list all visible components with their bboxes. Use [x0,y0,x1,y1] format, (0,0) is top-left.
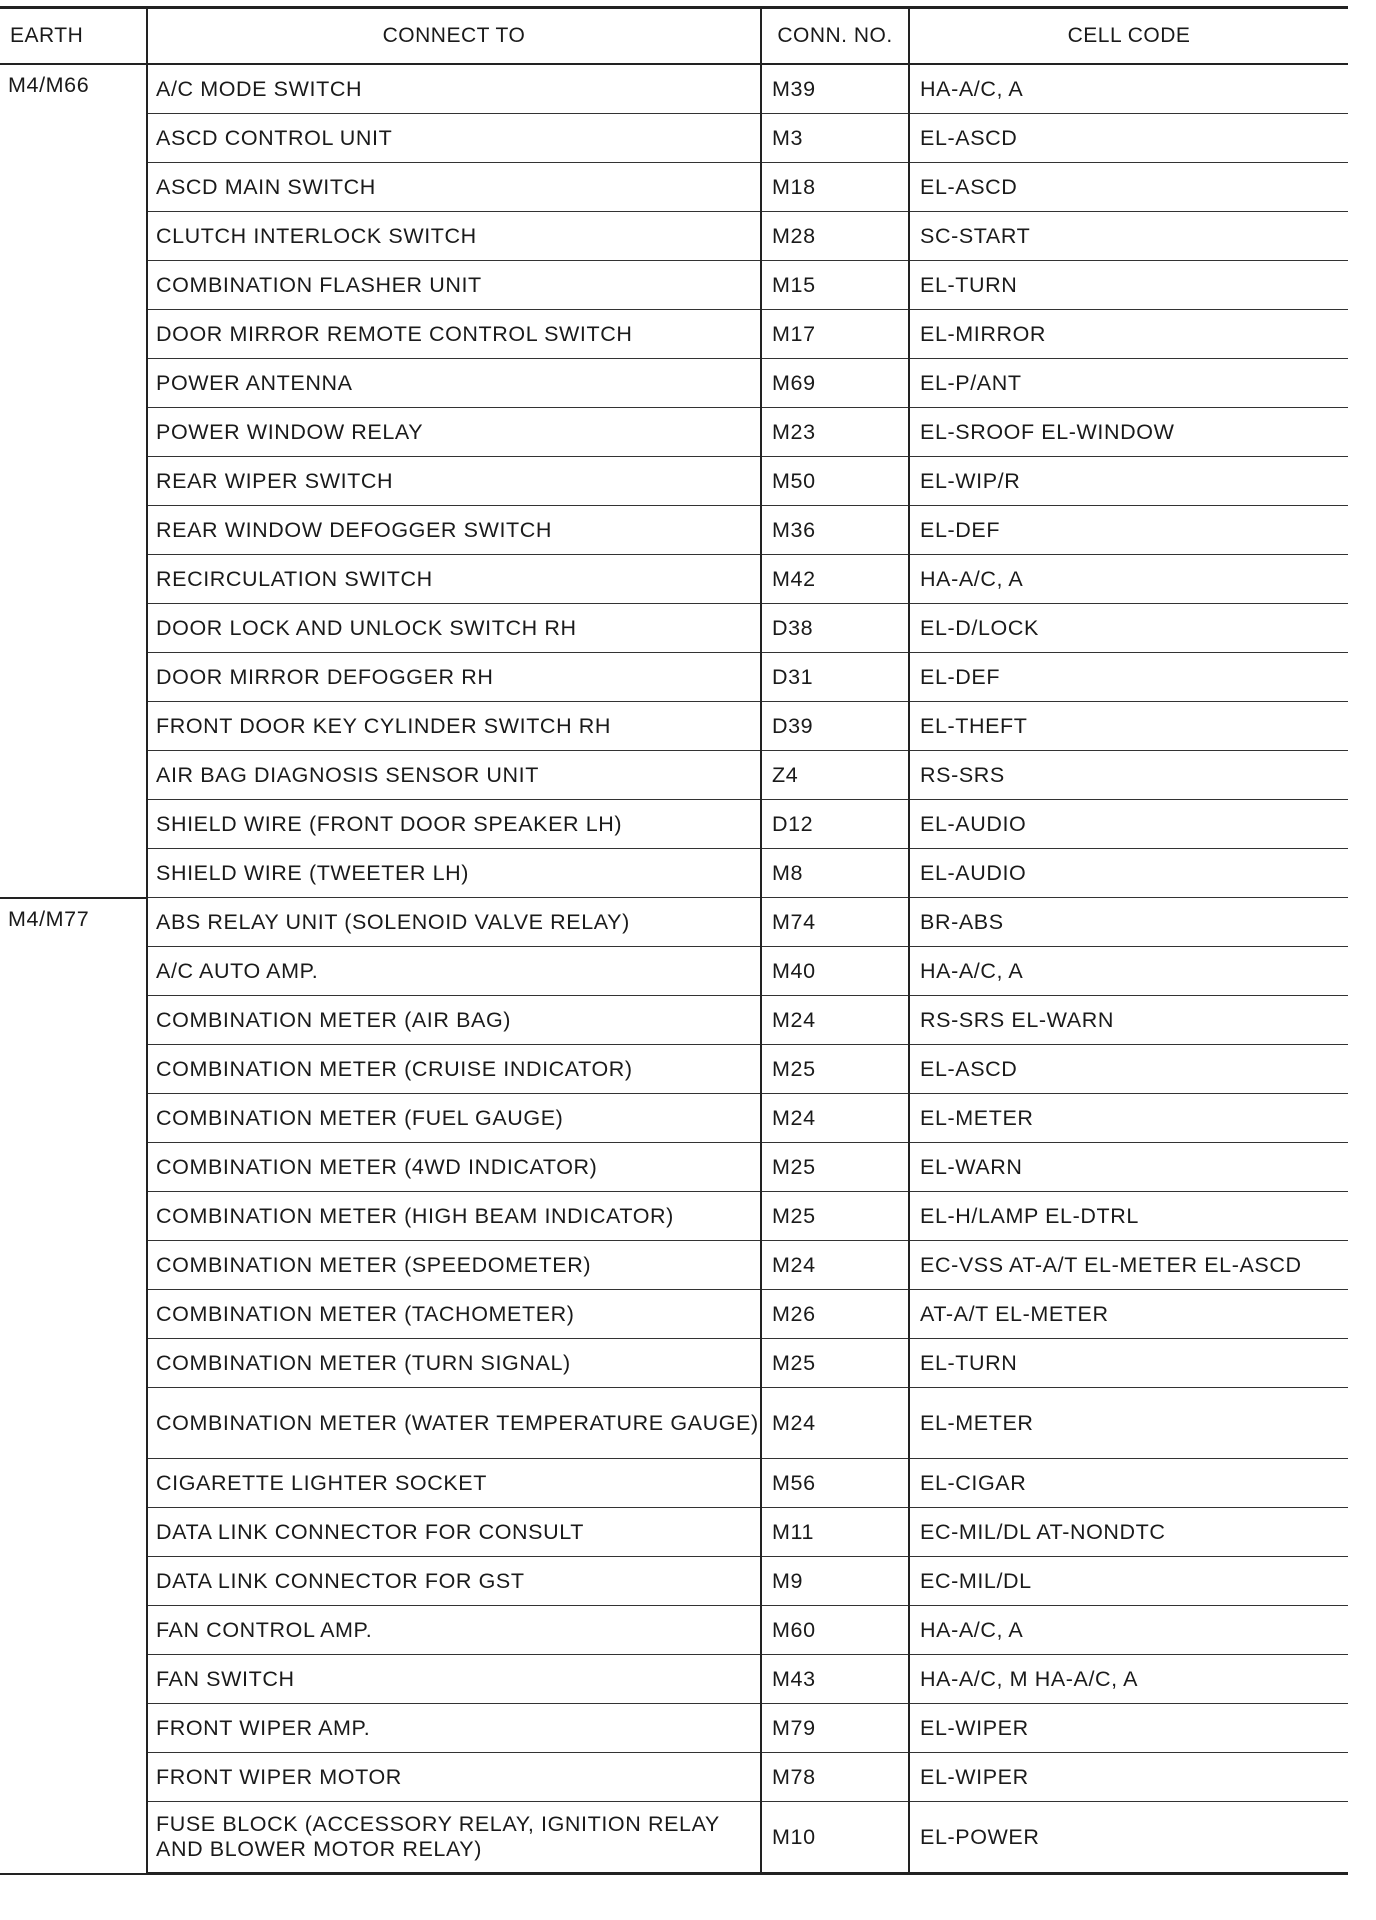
header-earth: EARTH [0,8,147,65]
cell-code-cell: EL-METER [909,1094,1348,1143]
table-row [0,1655,1348,1704]
connect-to-cell: CIGARETTE LIGHTER SOCKET [147,1459,761,1508]
cell-code-cell: EL-ASCD [909,163,1348,212]
connect-to-cell: DOOR LOCK AND UNLOCK SWITCH RH [147,604,761,653]
table-row [0,1094,1348,1143]
connect-to-cell: RECIRCULATION SWITCH [147,555,761,604]
conn-no-cell: M43 [761,1655,909,1704]
connect-to-cell: COMBINATION METER (TURN SIGNAL) [147,1339,761,1388]
connect-to-cell: COMBINATION METER (WATER TEMPERATURE GAUGE) [147,1388,761,1459]
table-row [0,408,1348,457]
table-row [0,1606,1348,1655]
connect-to-cell: A/C AUTO AMP. [147,947,761,996]
cell-code-cell: SC-START [909,212,1348,261]
conn-no-cell: D12 [761,800,909,849]
cell-code-cell: EL-P/ANT [909,359,1348,408]
conn-no-cell: D38 [761,604,909,653]
cell-code-cell: EL-TURN [909,261,1348,310]
connect-to-cell: COMBINATION FLASHER UNIT [147,261,761,310]
cell-code-cell: EL-ASCD [909,114,1348,163]
cell-code-cell: AT-A/T EL-METER [909,1290,1348,1339]
cell-code-cell: RS-SRS EL-WARN [909,996,1348,1045]
cell-code-cell: HA-A/C, M HA-A/C, A [909,1655,1348,1704]
connect-to-cell: CLUTCH INTERLOCK SWITCH [147,212,761,261]
conn-no-cell: M10 [761,1802,909,1874]
table-row [0,604,1348,653]
header-connect-to: CONNECT TO [147,8,761,65]
table-row [0,800,1348,849]
table-row [0,1459,1348,1508]
connect-to-cell: DOOR MIRROR DEFOGGER RH [147,653,761,702]
earth-connector-table [0,6,1348,1875]
conn-no-cell: M17 [761,310,909,359]
table-row [0,1753,1348,1802]
connect-to-cell: AIR BAG DIAGNOSIS SENSOR UNIT [147,751,761,800]
table-row [0,1045,1348,1094]
cell-code-cell: HA-A/C, A [909,1606,1348,1655]
cell-code-cell: EL-AUDIO [909,849,1348,898]
connect-to-cell: FRONT WIPER AMP. [147,1704,761,1753]
table-row [0,849,1348,898]
table-row [0,163,1348,212]
connect-to-cell: ABS RELAY UNIT (SOLENOID VALVE RELAY) [147,898,761,947]
table-row [0,653,1348,702]
connect-to-cell: ASCD CONTROL UNIT [147,114,761,163]
cell-code-cell: EC-VSS AT-A/T EL-METER EL-ASCD [909,1241,1348,1290]
conn-no-cell: M40 [761,947,909,996]
earth-point-cell: M4/M77 [0,898,147,1874]
cell-code-cell: EL-ASCD [909,1045,1348,1094]
connect-to-cell: SHIELD WIRE (TWEETER LH) [147,849,761,898]
table-row [0,114,1348,163]
connect-to-cell: REAR WIPER SWITCH [147,457,761,506]
table-row [0,996,1348,1045]
table-row [0,1508,1348,1557]
conn-no-cell: M24 [761,1241,909,1290]
connect-to-cell: COMBINATION METER (SPEEDOMETER) [147,1241,761,1290]
earth-point-cell: M4/M66 [0,64,147,898]
cell-code-cell: EL-WIPER [909,1753,1348,1802]
conn-no-cell: M25 [761,1045,909,1094]
conn-no-cell: M9 [761,1557,909,1606]
table-row [0,310,1348,359]
cell-code-cell: RS-SRS [909,751,1348,800]
conn-no-cell: Z4 [761,751,909,800]
cell-code-cell: EL-MIRROR [909,310,1348,359]
table-row [0,506,1348,555]
connect-to-cell: POWER WINDOW RELAY [147,408,761,457]
conn-no-cell: M28 [761,212,909,261]
cell-code-cell: EL-WIP/R [909,457,1348,506]
connect-to-cell: COMBINATION METER (TACHOMETER) [147,1290,761,1339]
conn-no-cell: M23 [761,408,909,457]
connect-to-cell: POWER ANTENNA [147,359,761,408]
table-row [0,1192,1348,1241]
table-row [0,555,1348,604]
conn-no-cell: M56 [761,1459,909,1508]
cell-code-cell: EL-POWER [909,1802,1348,1874]
table-row [0,1290,1348,1339]
cell-code-cell: HA-A/C, A [909,947,1348,996]
connect-to-cell: FRONT WIPER MOTOR [147,1753,761,1802]
conn-no-cell: M69 [761,359,909,408]
table-row [0,359,1348,408]
table-row [0,64,1348,114]
cell-code-cell: EL-WIPER [909,1704,1348,1753]
connect-to-cell: FRONT DOOR KEY CYLINDER SWITCH RH [147,702,761,751]
conn-no-cell: M25 [761,1339,909,1388]
connect-to-cell: COMBINATION METER (CRUISE INDICATOR) [147,1045,761,1094]
conn-no-cell: M60 [761,1606,909,1655]
conn-no-cell: M8 [761,849,909,898]
connect-to-cell: A/C MODE SWITCH [147,64,761,114]
conn-no-cell: D39 [761,702,909,751]
conn-no-cell: M74 [761,898,909,947]
conn-no-cell: M11 [761,1508,909,1557]
cell-code-cell: EC-MIL/DL AT-NONDTC [909,1508,1348,1557]
cell-code-cell: EL-D/LOCK [909,604,1348,653]
table-header [0,8,1348,65]
earth-connector-table-wrapper [0,6,1348,1875]
conn-no-cell: M26 [761,1290,909,1339]
connect-to-cell: FUSE BLOCK (ACCESSORY RELAY, IGNITION RELAY AND BLOWER MOTOR RELAY) [147,1802,761,1874]
conn-no-cell: M24 [761,1388,909,1459]
conn-no-cell: M78 [761,1753,909,1802]
header-row [0,8,1348,65]
conn-no-cell: M24 [761,996,909,1045]
connect-to-cell: FAN SWITCH [147,1655,761,1704]
cell-code-cell: EL-THEFT [909,702,1348,751]
conn-no-cell: M79 [761,1704,909,1753]
table-row [0,898,1348,947]
cell-code-cell: HA-A/C, A [909,64,1348,114]
connect-to-cell: ASCD MAIN SWITCH [147,163,761,212]
table-row [0,947,1348,996]
table-row [0,1339,1348,1388]
connect-to-cell: REAR WINDOW DEFOGGER SWITCH [147,506,761,555]
conn-no-cell: D31 [761,653,909,702]
cell-code-cell: HA-A/C, A [909,555,1348,604]
table-row [0,751,1348,800]
conn-no-cell: M15 [761,261,909,310]
conn-no-cell: M18 [761,163,909,212]
header-conn-no: CONN. NO. [761,8,909,65]
cell-code-cell: EL-H/LAMP EL-DTRL [909,1192,1348,1241]
table-body [0,64,1348,1874]
cell-code-cell: EL-METER [909,1388,1348,1459]
table-row [0,1388,1348,1459]
conn-no-cell: M42 [761,555,909,604]
conn-no-cell: M25 [761,1143,909,1192]
table-row [0,1704,1348,1753]
table-row [0,457,1348,506]
table-row [0,1143,1348,1192]
table-row [0,212,1348,261]
cell-code-cell: EL-TURN [909,1339,1348,1388]
connect-to-cell: DOOR MIRROR REMOTE CONTROL SWITCH [147,310,761,359]
cell-code-cell: EL-DEF [909,653,1348,702]
conn-no-cell: M24 [761,1094,909,1143]
cell-code-cell: EL-AUDIO [909,800,1348,849]
connect-to-cell: COMBINATION METER (4WD INDICATOR) [147,1143,761,1192]
table-row [0,261,1348,310]
table-row [0,1557,1348,1606]
conn-no-cell: M39 [761,64,909,114]
connect-to-cell: COMBINATION METER (AIR BAG) [147,996,761,1045]
table-row [0,702,1348,751]
conn-no-cell: M25 [761,1192,909,1241]
cell-code-cell: BR-ABS [909,898,1348,947]
connect-to-cell: DATA LINK CONNECTOR FOR GST [147,1557,761,1606]
connect-to-cell: DATA LINK CONNECTOR FOR CONSULT [147,1508,761,1557]
conn-no-cell: M3 [761,114,909,163]
cell-code-cell: EL-DEF [909,506,1348,555]
connect-to-cell: COMBINATION METER (FUEL GAUGE) [147,1094,761,1143]
conn-no-cell: M36 [761,506,909,555]
conn-no-cell: M50 [761,457,909,506]
cell-code-cell: EL-SROOF EL-WINDOW [909,408,1348,457]
header-cell-code: CELL CODE [909,8,1348,65]
connect-to-cell: COMBINATION METER (HIGH BEAM INDICATOR) [147,1192,761,1241]
cell-code-cell: EC-MIL/DL [909,1557,1348,1606]
connect-to-cell: SHIELD WIRE (FRONT DOOR SPEAKER LH) [147,800,761,849]
cell-code-cell: EL-WARN [909,1143,1348,1192]
table-row [0,1241,1348,1290]
table-row [0,1802,1348,1874]
connect-to-cell: FAN CONTROL AMP. [147,1606,761,1655]
cell-code-cell: EL-CIGAR [909,1459,1348,1508]
